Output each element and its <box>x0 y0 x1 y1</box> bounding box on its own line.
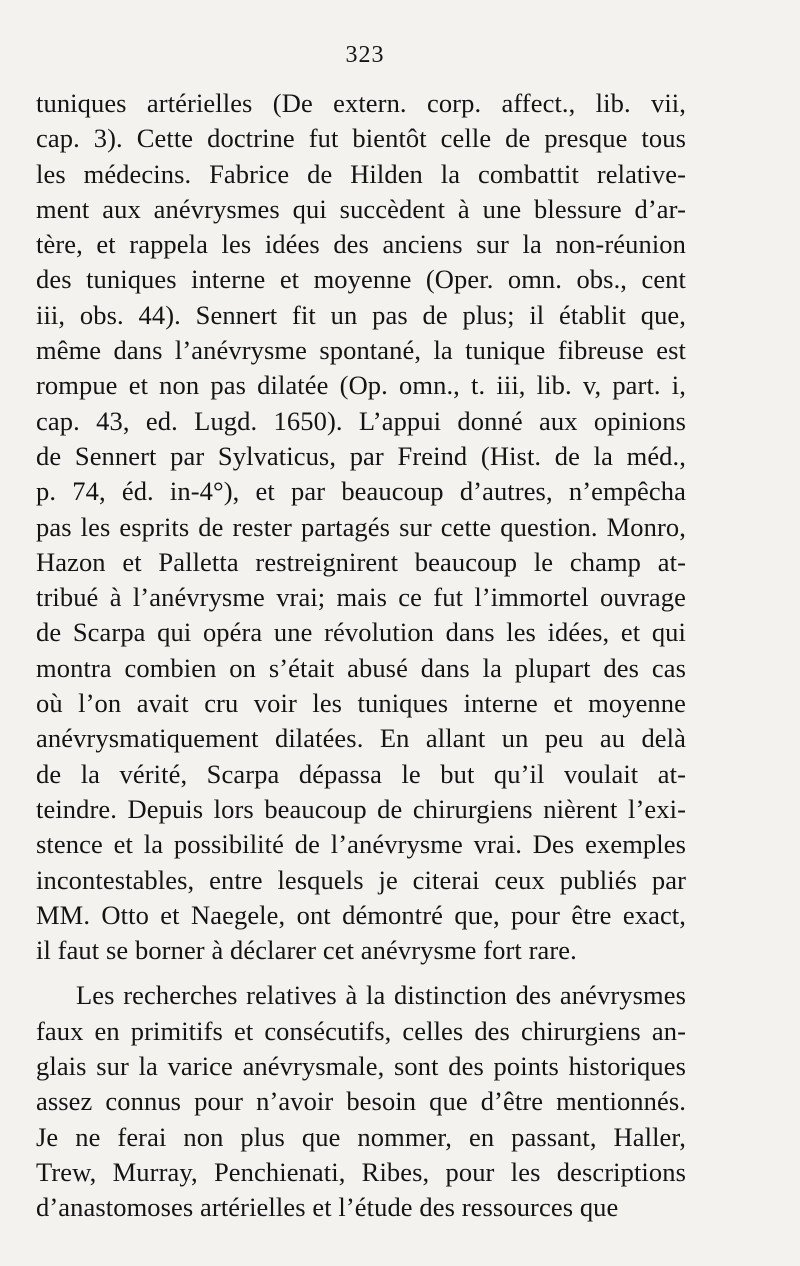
paragraph-gap <box>36 968 686 978</box>
text-line: où l’on avait cru voir les tuniques interne et moyenne <box>36 688 686 719</box>
text-line: rompue et non pas dilatée (Op. omn., t. iii, lib. v, part. i, <box>36 370 686 401</box>
text-line: anévrysmatiquement dilatées. En allant un peu au delà <box>36 723 686 754</box>
body-text <box>36 86 686 1226</box>
text-line: p. 74, éd. in-4°), et par beaucoup d’autres, n’empêcha <box>36 476 686 507</box>
text-line: glais sur la varice anévrysmale, sont des points historiques <box>36 1051 686 1082</box>
text-line: Hazon et Palletta restreignirent beaucoup le champ at- <box>36 546 686 577</box>
text-line: assez connus pour n’avoir besoin que d’être mentionnés. <box>36 1086 686 1117</box>
text-line: iii, obs. 44). Sennert fit un pas de plus; il établit que, <box>36 299 686 330</box>
text-line: tuniques artérielles (De extern. corp. affect., lib. vii, <box>36 88 686 118</box>
paragraph <box>36 86 686 968</box>
text-line: stence et la possibilité de l’anévrysme vrai. Des exemples <box>36 829 686 860</box>
text-line: d’anastomoses artérielles et l’étude des ressources que <box>36 1192 619 1223</box>
text-line: Je ne ferai non plus que nommer, en passant, Haller, <box>36 1121 686 1152</box>
text-line: Trew, Murray, Penchienati, Ribes, pour les descriptions <box>36 1156 686 1187</box>
text-line: de Scarpa qui opéra une révolution dans les idées, et qui <box>36 617 686 648</box>
text-line: tribué à l’anévrysme vrai; mais ce fut l’immortel ouvrage <box>36 582 686 613</box>
text-line: cap. 3). Cette doctrine fut bientôt celle de presque tous <box>36 123 686 154</box>
text-line: de Sennert par Sylvaticus, par Freind (Hist. de la méd., <box>36 440 686 471</box>
text-line: ment aux anévrysmes qui succèdent à une blessure d’ar- <box>36 193 686 224</box>
text-line: teindre. Depuis lors beaucoup de chirurgiens nièrent l’exi- <box>36 793 686 824</box>
text-line: même dans l’anévrysme spontané, la tunique fibreuse est <box>36 335 686 366</box>
text-line: montra combien on s’était abusé dans la plupart des cas <box>36 652 686 683</box>
text-line: MM. Otto et Naegele, ont démontré que, pour être exact, <box>36 899 686 930</box>
text-line: incontestables, entre lesquels je citerai ceux publiés par <box>36 864 686 895</box>
text-line: faux en primitifs et consécutifs, celles des chirurgiens an- <box>36 1015 686 1046</box>
text-line: tère, et rappela les idées des anciens sur la non-réunion <box>36 229 686 260</box>
page-number: 323 <box>345 42 385 68</box>
paragraph <box>36 978 686 1225</box>
text-line: cap. 43, ed. Lugd. 1650). L’appui donné aux opinions <box>36 405 686 436</box>
text-line: Les recherches relatives à la distinction des anévrysmes <box>76 980 686 1011</box>
text-line: pas les esprits de rester partagés sur cette question. Monro, <box>36 511 686 542</box>
text-line: les médecins. Fabrice de Hilden la combattit relative- <box>36 158 686 189</box>
text-line: il faut se borner à déclarer cet anévrysme fort rare. <box>36 935 577 966</box>
text-line: de la vérité, Scarpa dépassa le but qu’il voulait at- <box>36 758 686 789</box>
text-line: des tuniques interne et moyenne (Oper. omn. obs., cent <box>36 264 686 295</box>
